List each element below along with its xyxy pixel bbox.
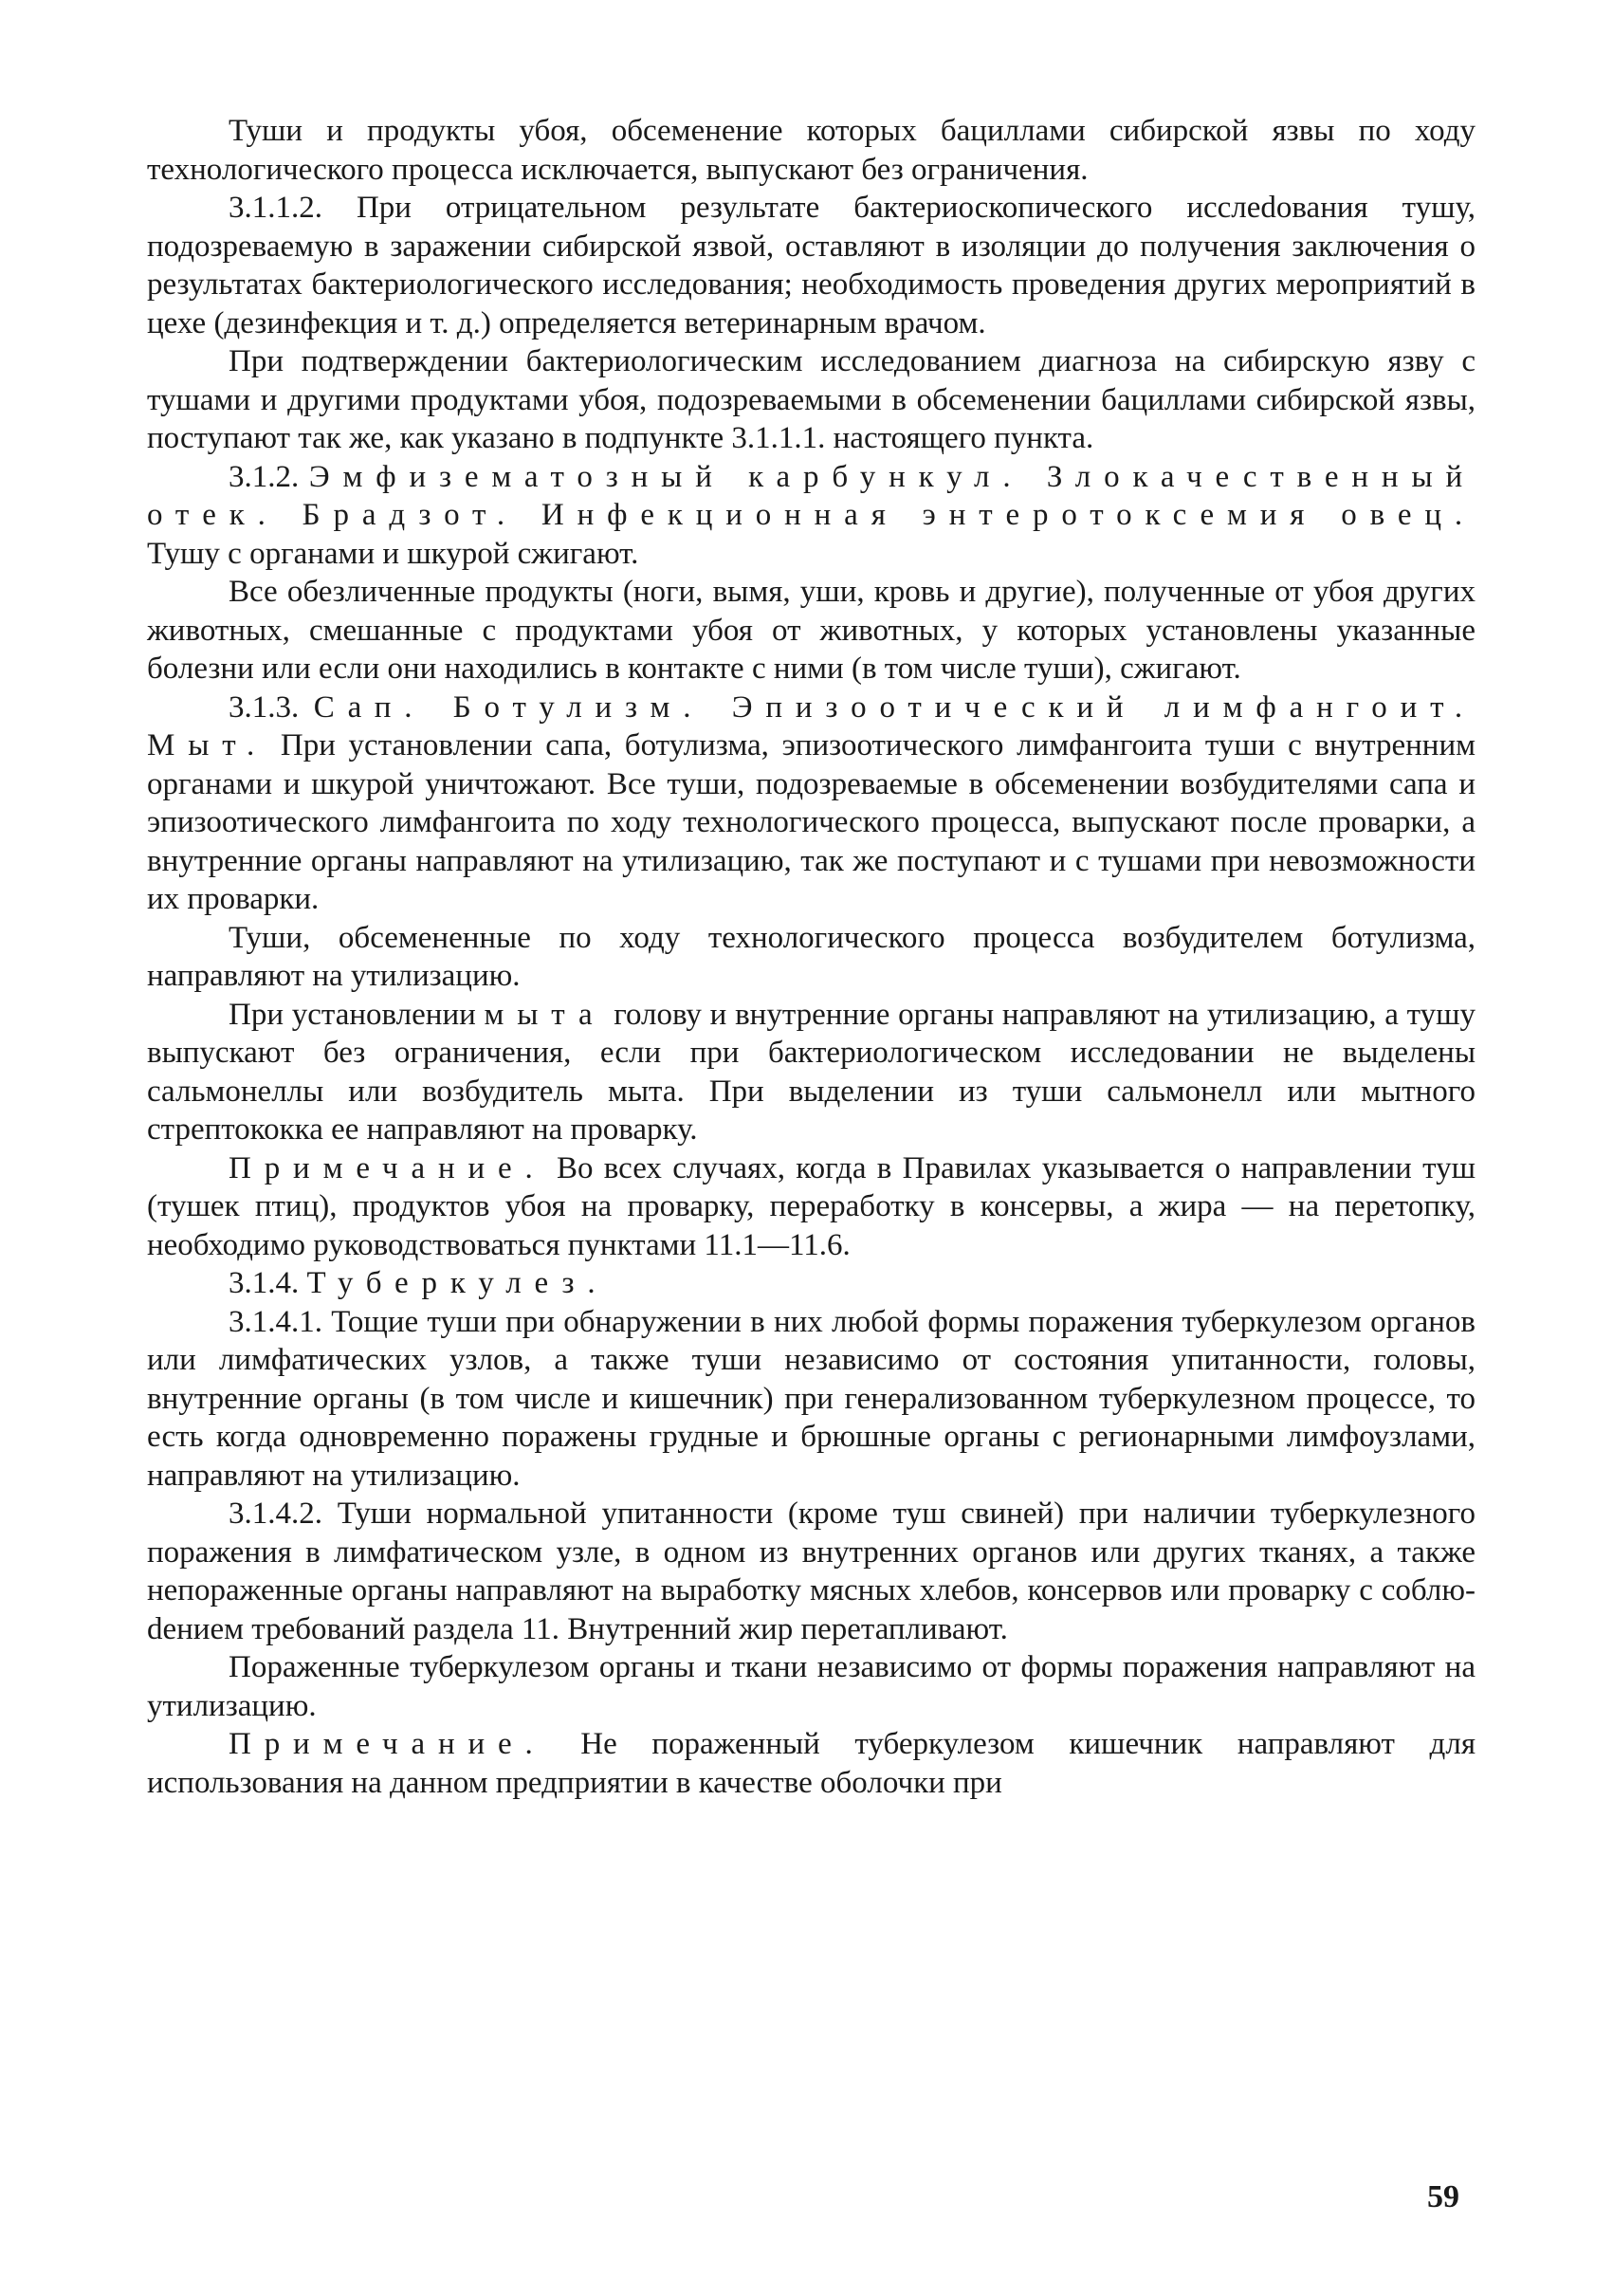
section-heading-spaced: Туберкулез. — [306, 1266, 609, 1300]
paragraph-11 — [147, 1303, 1476, 1496]
section-number: 3.1.2. — [229, 459, 300, 494]
paragraph-text: Не пораженный туберкулезом кишечник направляют для использования на данном предприятии в качестве оболочки при — [147, 1727, 1476, 1800]
paragraph-13 — [147, 1648, 1476, 1725]
section-heading-spaced: Эмфизематозный карбункул. Злокачественный отек. Брадзот. Инфекционная энтеротоксемия овец. — [147, 459, 1476, 532]
paragraph-7 — [147, 919, 1476, 996]
paragraph-text: Все обезличенные продукты (ноги, вымя, уши, кровь и другие), полученные от убоя других животных, смешанные с продуктами убоя от животных, у которых установлены указанные болезни или если они находились в контакте с ними (в том числе туши), сжигают. — [147, 575, 1476, 686]
paragraph-text: голову и внутренние органы направляют на утилизацию, а тушу выпускают без ограничения, если при бактериологическом исследовании не выделены сальмонеллы или возбудитель мыта. При выделении из туши сальмонелл или мытного стрептококка ее направляют на проварку. — [147, 997, 1476, 1147]
paragraph-text-before: При установлении — [229, 997, 476, 1032]
section-number: 3.1.4. — [229, 1266, 300, 1300]
section-number: 3.1.3. — [229, 689, 300, 725]
page-number: 59 — [1427, 2179, 1459, 2214]
paragraph-text: Пораженные туберкулезом органы и ткани независимо от формы поражения направляют на утилизацию. — [147, 1650, 1476, 1723]
paragraph-5 — [147, 573, 1476, 689]
paragraph-3 — [147, 342, 1476, 458]
paragraph-text: Тушу с органами и шкурой сжигают. — [147, 536, 639, 571]
paragraph-text: Туши, обсемененные по ходу технологического процесса возбудителем ботулизма, направляют на утилизацию. — [147, 920, 1476, 993]
paragraph-text: 3.1.4.2. Туши нормальной упитанности (кроме туш свиней) при наличии туберкулезного поражения в лимфатическом узле, в одном из внутренних органов или других тканях, а также непораженные органы направляют на выработку мясных хлебов, консервов или проварку с соблюdением требований раздела 11. Внутренний жир перетапливают. — [147, 1497, 1476, 1646]
paragraph-2 — [147, 189, 1476, 342]
note-label: Примечание. — [229, 1727, 546, 1761]
section-3-1-2 — [147, 458, 1476, 574]
note-1 — [147, 1149, 1476, 1265]
note-2 — [147, 1725, 1476, 1802]
paragraph-1 — [147, 112, 1476, 189]
paragraph-text: Во всех случаях, когда в Правилах указывается о направлении туш (тушек птиц), продуктов убоя на проварку, переработку в консервы, а жира — на перетопку, необходимо руководствоваться пунктами 11.1—11.6. — [147, 1150, 1476, 1262]
section-3-1-4 — [147, 1264, 1476, 1303]
paragraph-text: 3.1.1.2. При отрицательном результате бактериоскопического исслеdования тушу, подозреваемую в заражении сибирской язвой, оставляют в изоляции до получения заключения о результатах бактериологического исследования; необходимость проведения других мероприятий в цехе (дезинфекция и т. д.) определяется ветеринарным врачом. — [147, 191, 1476, 340]
section-heading-spaced: Сап. Ботулизм. Эпизоотический лимфангоит. Мыт. — [147, 689, 1476, 762]
paragraph-8 — [147, 996, 1476, 1149]
paragraph-text: При подтверждении бактериологическим исследованием диагноза на сибирскую язву с тушами и другими продуктами убоя, подозреваемыми в обсеменении бациллами сибирской язвы, поступают так же, как указано в подпункте 3.1.1.1. настоящего пункта. — [147, 344, 1476, 455]
paragraph-text: 3.1.4.1. Тощие туши при обнаружении в них любой формы поражения туберкулезом органов или лимфатических узлов, а также туши независимо от состояния упитанности, головы, внутренние органы (в том числе и кишечник) при генерализованном туберкулезном процессе, то есть когда одновременно поражены грудные и брюшные органы с регионарными лимфоузлами, направляют на утилизацию. — [147, 1304, 1476, 1493]
paragraph-text: Туши и продукты убоя, обсеменение которых бациллами сибирской язвы по ходу технологического процесса исключается, выпускают без ограничения. — [147, 114, 1476, 187]
paragraph-12 — [147, 1495, 1476, 1648]
section-3-1-3 — [147, 689, 1476, 919]
spaced-term: мыта — [484, 997, 606, 1032]
paragraph-text: При установлении сапа, ботулизма, эпизоотического лимфангоита туши с внутренним органами и шкурой уничтожают. Все туши, подозреваемые в обсеменении возбудителями сапа и эпизоотического лимфангоита по ходу технологического процесса, выпускают после проварки, а внутренние органы направляют на утилизацию, так же поступают и с тушами при невозможности их проварки. — [147, 728, 1476, 916]
note-label: Примечание. — [229, 1150, 546, 1185]
